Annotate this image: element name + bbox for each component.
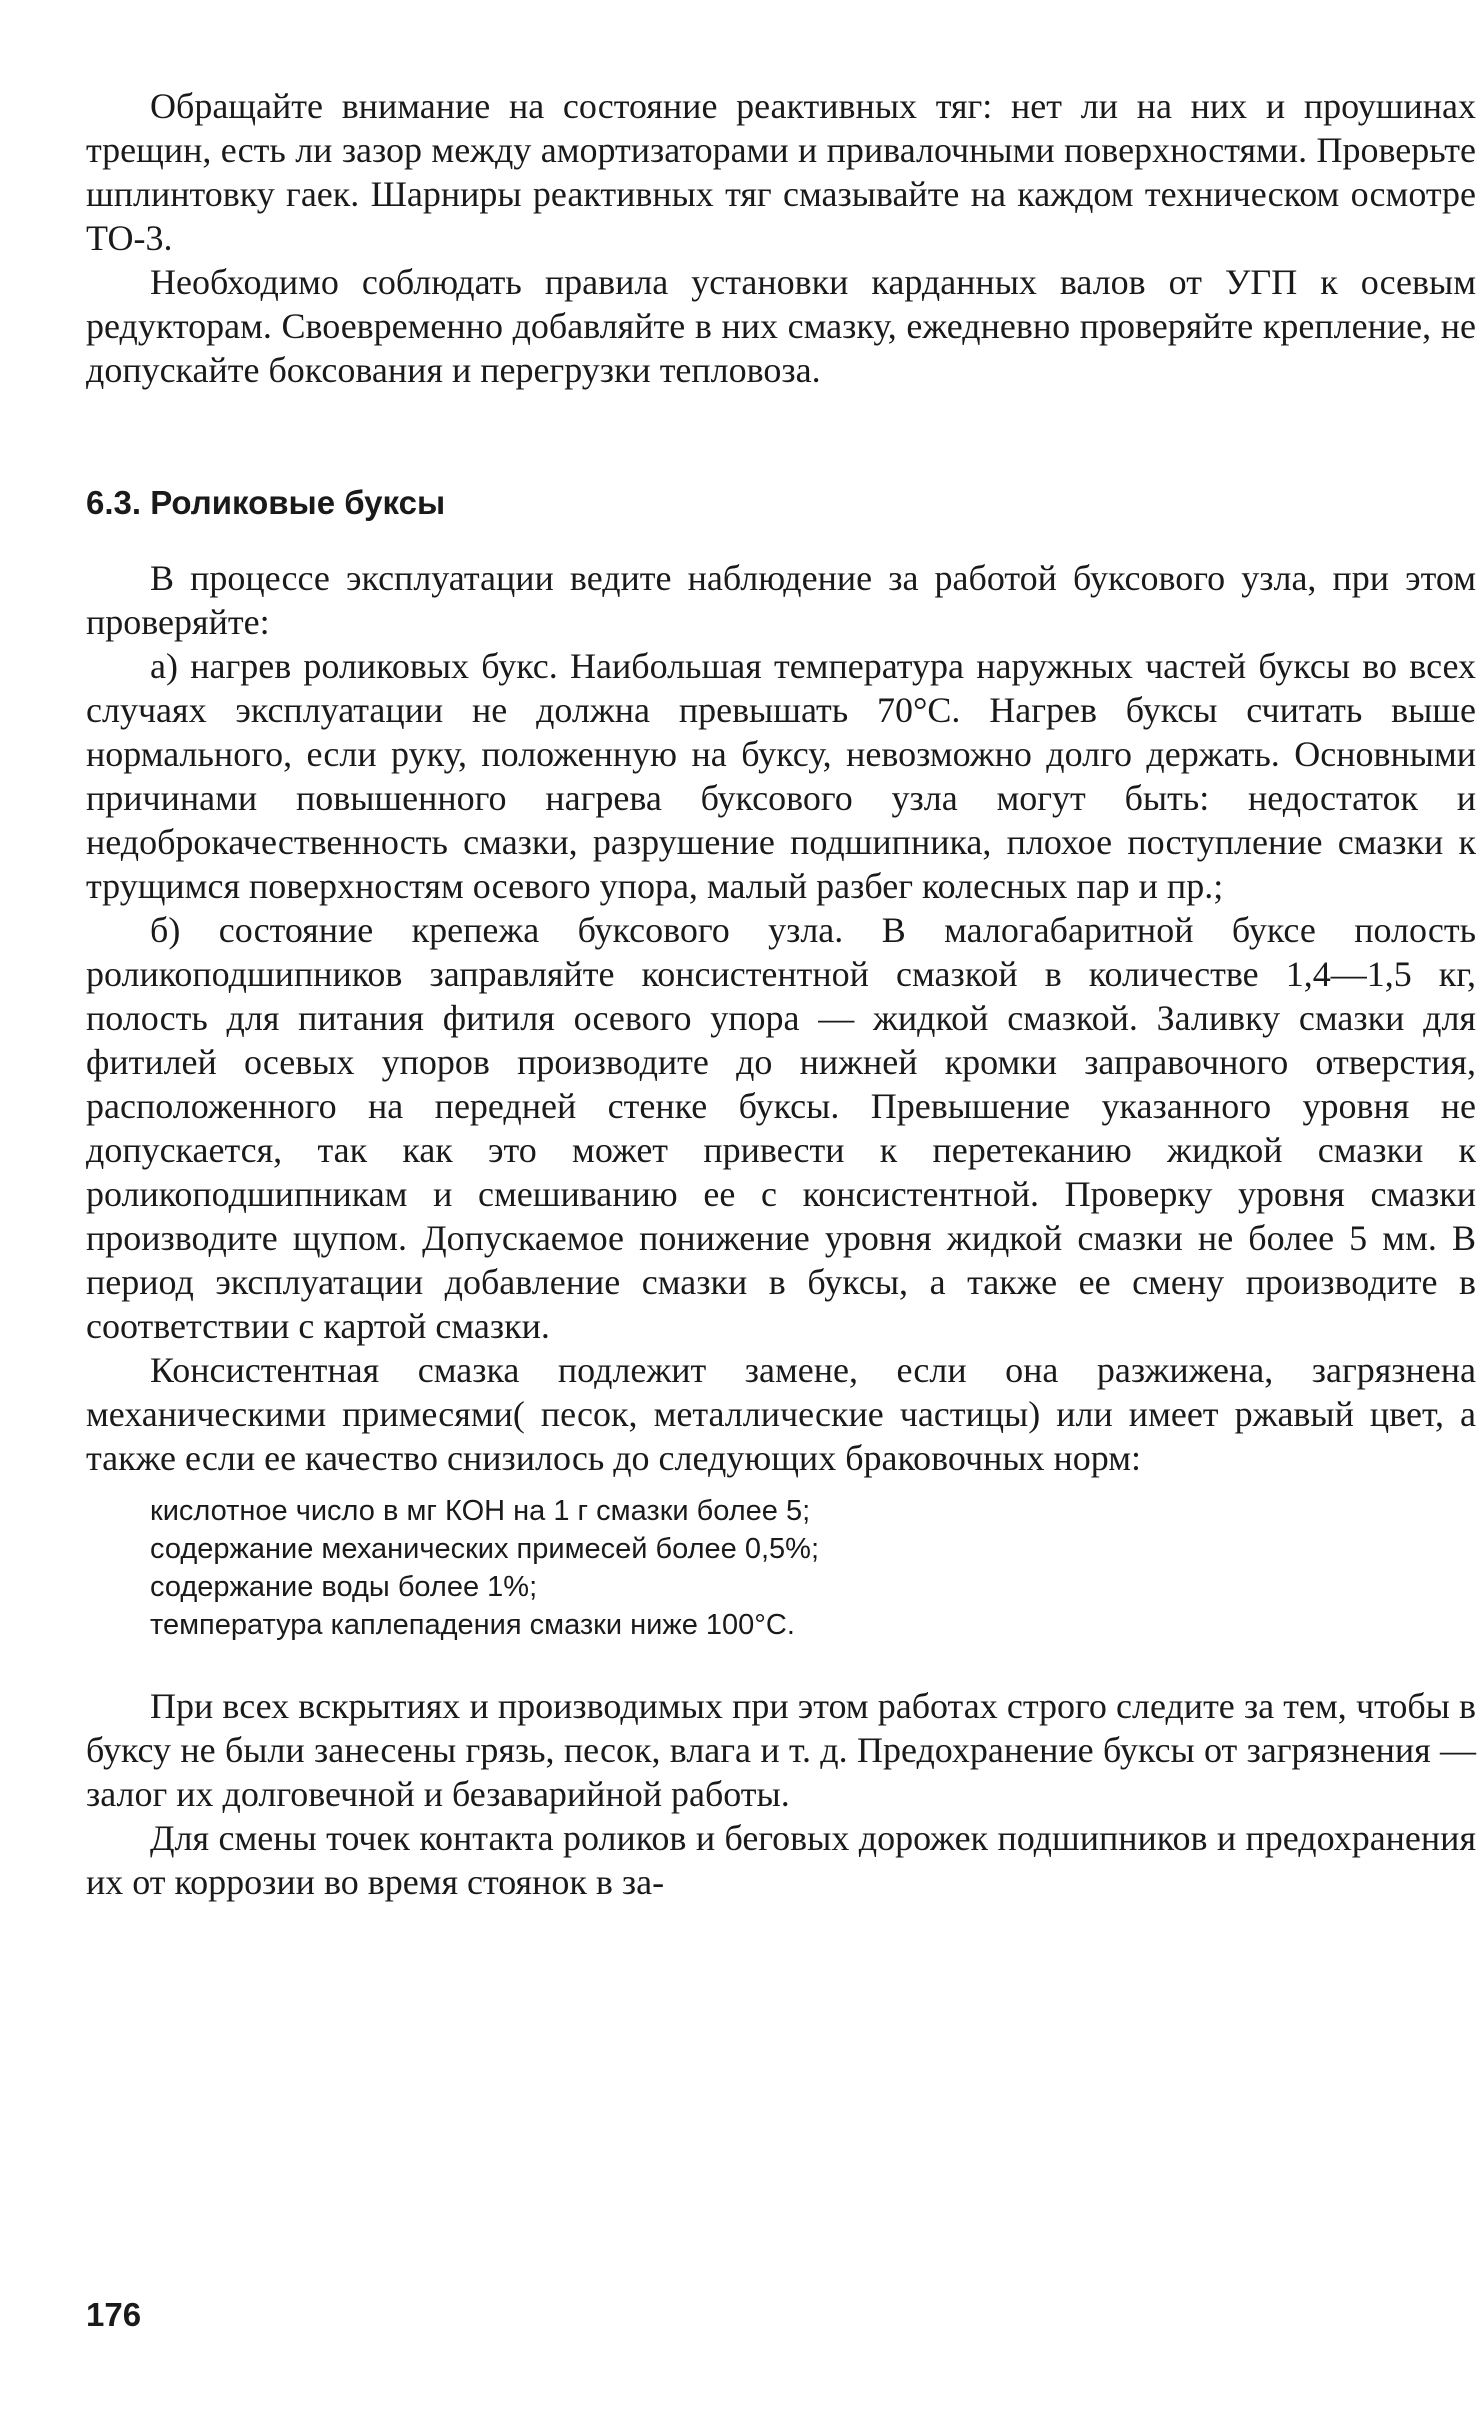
paragraph-grease-replacement: Консистентная смазка подлежит замене, если она разжижена, загрязнена механическими примесями( песок, металлические частицы) или имеет ржавый цвет, а также если ее качество снизилось до следующих браковочных норм: [86, 1350, 1476, 1478]
paragraph-heating: а) нагрев роликовых букс. Наибольшая температура наружных частей буксы во всех случаях эксплуатации не должна превышать 70°С. Нагрев буксы считать выше нормального, если руку, положенную на буксу, невозможно долго держать. Основными причинами повышенного нагрева буксового узла могут быть: недостаток и недоброкачественность смазки, разрушение подшипника, плохое поступление смазки к трущимся поверхностям осевого упора, малый разбег колесных пар и пр.; [86, 646, 1476, 906]
page-body [86, 84, 1476, 1904]
section-heading: 6.3. Роликовые буксы [86, 484, 446, 521]
paragraph-cardan-shafts: Необходимо соблюдать правила установки карданных валов от УГП к осевым редукторам. Своевременно добавляйте в них смазку, ежедневно проверяйте крепление, не допускайте боксования и перегрузки тепловоза. [86, 262, 1476, 390]
norm-item: содержание воды более 1%; [150, 1571, 538, 1603]
page-number: 176 [86, 2296, 142, 2333]
paragraph-reactive-rods: Обращайте внимание на состояние реактивных тяг: нет ли на них и проушинах трещин, есть ли зазор между амортизаторами и привалочными поверхностями. Проверьте шплинтовку гаек. Шарниры реактивных тяг смазывайте на каждом техническом осмотре ТО-3. [86, 86, 1476, 258]
norm-item: кислотное число в мг КОН на 1 г смазки более 5; [150, 1495, 811, 1527]
paragraph-inspection-intro: В процессе эксплуатации ведите наблюдение за работой буксового узла, при этом проверяйте: [86, 558, 1476, 642]
norm-item: содержание механических примесей более 0,5%; [150, 1533, 820, 1565]
paragraph-contamination: При всех вскрытиях и производимых при этом работах строго следите за тем, чтобы в буксу не были занесены грязь, песок, влага и т. д. Предохранение буксы от загрязнения — залог их долговечной и безаварийной работы. [86, 1686, 1476, 1814]
norm-item: температура каплепадения смазки ниже 100°С. [150, 1609, 795, 1641]
paragraph-contact-points: Для смены точек контакта роликов и беговых дорожек подшипников и предохранения их от коррозии во время стоянок в за- [86, 1818, 1476, 1902]
rejection-norms-list [150, 1492, 1476, 1644]
paragraph-fastening: б) состояние крепежа буксового узла. В малогабаритной буксе полость роликоподшипников заправляйте консистентной смазкой в количестве 1,4—1,5 кг, полость для питания фитиля осевого упора — жидкой смазкой. Заливку смазки для фитилей осевых упоров производите до нижней кромки заправочного отверстия, расположенного на передней стенке буксы. Превышение указанного уровня не допускается, так как это может привести к перетеканию жидкой смазки к роликоподшипникам и смешиванию ее с консистентной. Проверку уровня смазки производите щупом. Допускаемое понижение уровня жидкой смазки не более 5 мм. В период эксплуатации добавление смазки в буксы, а также ее смену производите в соответствии с картой смазки. [86, 910, 1476, 1346]
